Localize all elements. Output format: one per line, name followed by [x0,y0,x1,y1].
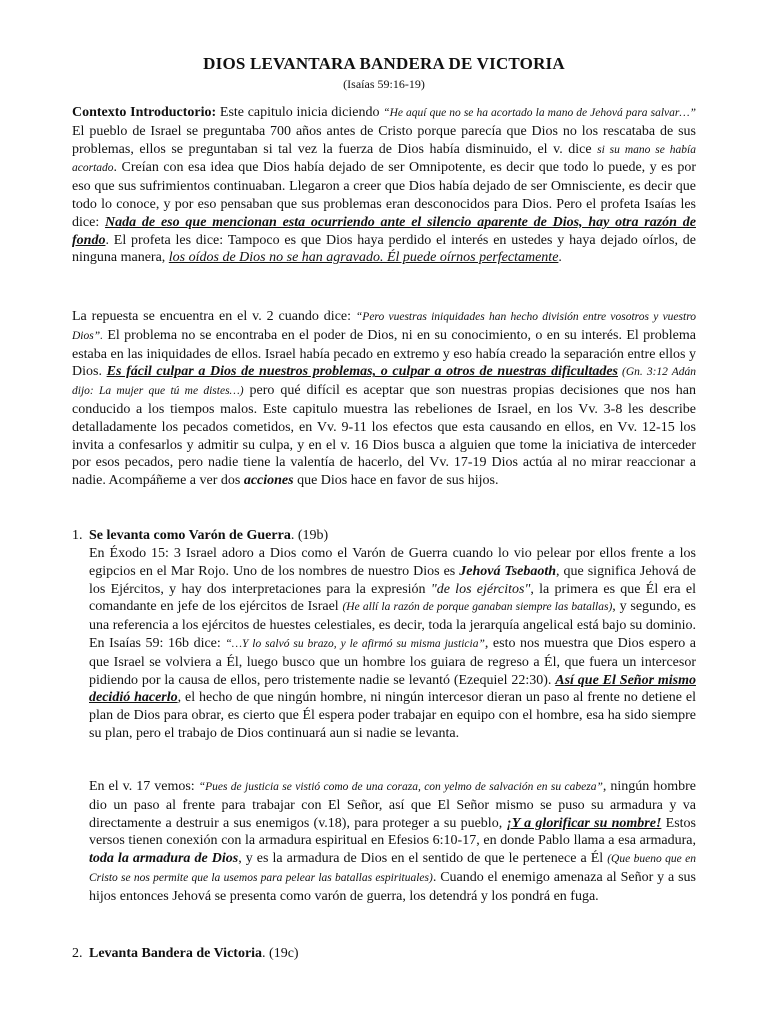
section-text: , y segundo, es una referencia a los ejércitos de huestes celestiales, es decir, toda la jerarquía angelical está bajo su dominio. En Isaías 59: 16b dice: [89,599,696,651]
section-text: , esto nos muestra que Dios espero a que Israel se volviera a Él, luego busco que un hombre los guiara de regreso a Él, que fuera un intercesor pidiendo por la causa de ellos, pero tristemente nadie se levantó (Ezequiel 22:30). [89,635,697,688]
intro-emphasis: los oídos de Dios no se han agravado. Él puede oírnos perfectamente [168,250,559,266]
intro-text: . El profeta les dice: Tampoco es que Dios haya perdido el interés en ustedes y haya dejado oírlos, de ninguna manera, [72,232,696,266]
section-text: , el hecho de que ningún hombre, ni ningún intercesor dieran un paso al frente no detiene el plan de Dios para obrar, es cierto que Él espera poder trabajar en equipo con el hombre, esa ha sido siempre su plan, pero el trabajo de Dios continuará aun si nadie se levanta. [89,690,696,741]
body-text: La repuesta se encuentra en el v. 2 cuando dice: [72,309,356,324]
document-title: DIOS LEVANTARA BANDERA DE VICTORIA [203,54,565,73]
intro-quote: si su mano se había acortado [72,143,696,175]
section-text: Estos versos tienen conexión con la armadura espiritual en Efesios 6:10-17, en donde Pablo llama a esa armadura, [89,815,696,849]
document-subtitle: (Isaías 59:16-19) [343,77,425,91]
body-paragraph [72,308,696,490]
section-text: , ningún hombre dio un paso al frente para trabajar con El Señor, así que El Señor mismo se puso su armadura y va directamente a destruir a sus enemigos (v.18), para proteger a su pueblo, [89,779,696,831]
section-1-paragraph-1 [89,545,696,743]
section-title: Levanta Bandera de Victoria [89,946,263,961]
body-text: que Dios hace en favor de sus hijos. [293,473,499,489]
section-quote: “Pues de justicia se vistió como de una coraza, con yelmo de salvación en su cabeza” [198,781,603,793]
section-reference: . (19b) [290,528,329,543]
section-emphasis: toda la armadura de Dios [89,851,239,867]
body-text: El problema no se encontraba en el poder de Dios, ni en su conocimiento, o en su interés. El problema estaba en las iniquidades de ellos. Israel había pecado en extremo y eso había creado la separación entre ellos y Dios. [72,327,696,380]
intro-text: El pueblo de Israel se preguntaba 700 años antes de Cristo porque parecía que Dios no los rescataba de sus problemas, ellos se preguntaban si tal vez la fuerza de Dios había disminuido, el v. dice [72,123,696,157]
section-emphasis: ¡Y a glorificar su nombre! [506,815,662,831]
section-text: En el v. 17 vemos: [89,779,199,794]
body-quote: “Pero vuestras iniquidades han hecho división entre vosotros y vuestro Dios”. [72,311,696,342]
section-text: En Éxodo 15: 3 Israel adoro a Dios como el Varón de Guerra cuando lo vio pelear por ellos frente a los egipcios en el Mar Rojo. Uno de los nombres de nuestro Dios es [89,546,696,579]
section-title: Se levanta como Varón de Guerra [89,528,291,543]
section-quote: “…Y lo salvó su brazo, y le afirmó su misma justicia” [225,637,485,650]
section-reference: . (19c) [262,946,299,961]
section-text: , que significa Jehová de los Ejércitos, y hay dos interpretaciones para la expresión [89,563,696,597]
body-emphasis: acciones [243,473,294,489]
section-text: . Cuando el enemigo amenaza al Señor y a sus hijos entonces Jehová se presenta como varón de guerra, los detendrá y los pondrá en fuga. [89,869,697,904]
section-expression: "de los ejércitos" [430,581,531,597]
section-quote: (Que bueno que en Cristo se nos permite que la usemos para pelear las batallas espirituales) [89,853,697,884]
divine-name: Jehová Tsebaoth [459,563,557,579]
section-1-paragraph-2 [89,778,696,906]
intro-quote: “He aquí que no se ha acortado la mano de Jehová para salvar…” [383,107,696,119]
intro-text: . Creían con esa idea que Dios había dejado de ser Omnipotente, es decir que todo lo puede, y es por eso que sus sufrimientos continuaban. Llegaron a creer que Dios había dejado de ser Omnisciente, es decir que todo lo conoce, y por eso pensaban que sus problemas eran desconocidos para Dios. Pero el profeta Isaías les dice: [72,160,696,230]
intro-text: . [558,250,562,266]
section-text: , y es la armadura de Dios en el sentido de que le pertenece a Él [238,851,608,867]
body-emphasis: Es fácil culpar a Dios de nuestros problemas, o culpar a otros de nuestras dificultades [106,364,618,380]
intro-text: Este capitulo inicia diciendo [216,105,384,120]
body-text: pero qué difícil es aceptar que son nuestras propias decisiones que nos han conducido a los tiempos malos. Este capitulo muestra las rebeliones de Israel, en los Vv. 3-8 les describe detalladamente los pecados cometidos, en Vv. 9-11 los efectos que esta causando en ellos, en Vv. 12-15 los invita a confesarlos y admitir su culpa, y en el v. 16 Dios busca a alguien que tome la iniciativa de interceder por esos pecados, pero nadie tiene la valentía de hacerlo, del Vv. 17-19 Dios actúa al no mirar reaccionar a nadie. Acompáñeme a ver dos [72,383,696,489]
intro-paragraph [72,104,696,267]
section-number: 1. [72,528,83,543]
intro-label: Contexto Introductorio: [72,105,217,120]
body-quote: (Gn. 3:12 Adán dijo: La mujer que tú me distes…) [72,366,697,398]
section-emphasis: Así que El Señor mismo decidió hacerlo [89,672,696,706]
intro-emphasis: Nada de eso que mencionan esta ocurriendo ante el silencio aparente de Dios, hay otra razón de fondo [72,214,696,248]
section-quote: (He allí la razón de porque ganaban siempre las batallas) [342,601,613,614]
section-number: 2. [72,946,83,961]
section-text: , la primera es que Él era el comandante en jefe de los ejércitos de Israel [89,581,696,615]
